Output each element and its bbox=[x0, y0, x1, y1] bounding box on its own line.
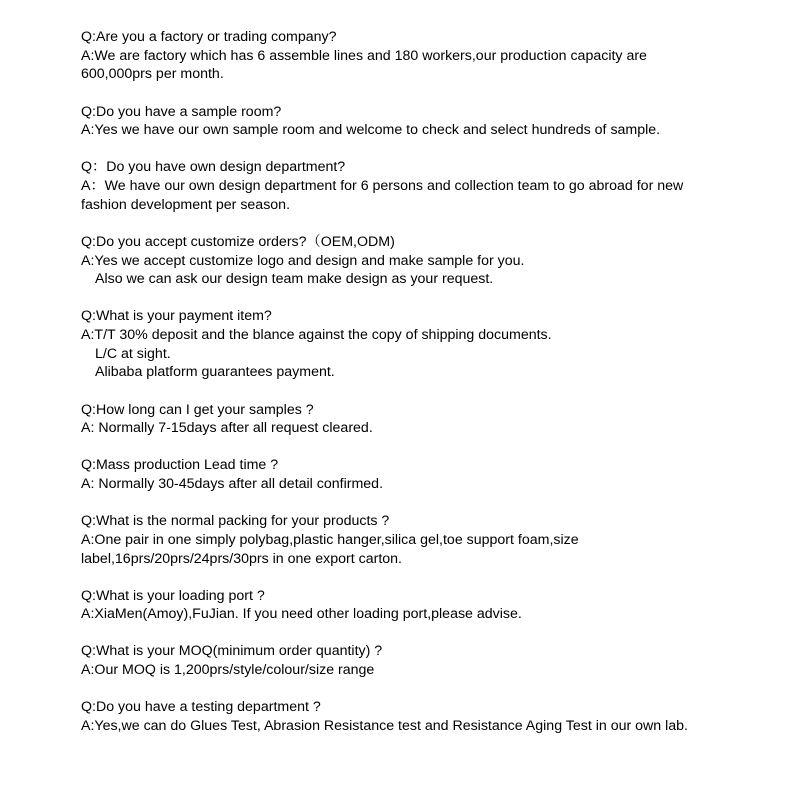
faq-item-lead-time bbox=[81, 456, 781, 493]
question-text: Q:How long can I get your samples ? bbox=[81, 401, 314, 418]
faq-item-packing bbox=[81, 512, 781, 568]
faq-item-testing bbox=[81, 698, 781, 735]
question-text: Q:Do you have a testing department ? bbox=[81, 699, 321, 716]
answer-text: A:One pair in one simply polybag,plastic hanger,silica gel,toe support foam,size bbox=[81, 531, 579, 548]
answer-text: A:Our MOQ is 1,200prs/style/colour/size range bbox=[81, 662, 375, 679]
question-text: Q:What is your loading port ? bbox=[81, 587, 265, 604]
faq-item-sample-time bbox=[81, 401, 781, 438]
answer-text: A: Normally 7-15days after all request cleared. bbox=[81, 420, 373, 437]
faq-list bbox=[81, 28, 781, 754]
answer-text: Alibaba platform guarantees payment. bbox=[95, 364, 335, 381]
faq-item-customize-orders bbox=[81, 233, 781, 289]
faq-item-factory bbox=[81, 28, 781, 84]
question-text: Q:What is your payment item? bbox=[81, 308, 272, 325]
answer-text: 600,000prs per month. bbox=[81, 66, 224, 83]
answer-text: A:Yes,we can do Glues Test, Abrasion Resistance test and Resistance Aging Test in our own lab. bbox=[81, 717, 689, 734]
question-text: Q:What is the normal packing for your products ? bbox=[81, 513, 390, 530]
answer-text: A:T/T 30% deposit and the blance against the copy of shipping documents. bbox=[81, 327, 552, 343]
question-text: Q:Mass production Lead time ? bbox=[81, 457, 279, 474]
answer-text: Also we can ask our design team make design as your request. bbox=[95, 271, 494, 288]
answer-text: A: Normally 30-45days after all detail confirmed. bbox=[81, 476, 384, 492]
answer-text: label,16prs/20prs/24prs/30prs in one export carton. bbox=[81, 550, 402, 567]
faq-item-sample-room bbox=[81, 103, 781, 140]
question-text: Q:Are you a factory or trading company? bbox=[81, 29, 337, 45]
question-text: Q:What is your MOQ(minimum order quantity) ? bbox=[81, 643, 383, 660]
answer-text: A:Yes we accept customize logo and design and make sample for you. bbox=[81, 252, 525, 269]
question-text: Q：Do you have own design department? bbox=[81, 159, 346, 176]
faq-item-design-department bbox=[81, 158, 781, 214]
faq-item-payment bbox=[81, 307, 781, 382]
answer-text: A:XiaMen(Amoy),FuJian. If you need other loading port,please advise. bbox=[81, 606, 522, 623]
answer-text: L/C at sight. bbox=[95, 345, 171, 362]
faq-item-moq bbox=[81, 642, 781, 679]
answer-text: A:Yes we have our own sample room and welcome to check and select hundreds of sample. bbox=[81, 122, 661, 139]
question-text: Q:Do you accept customize orders?（OEM,ODM) bbox=[81, 233, 395, 250]
question-text: Q:Do you have a sample room? bbox=[81, 103, 282, 120]
answer-text: A:We are factory which has 6 assemble lines and 180 workers,our production capacity are bbox=[81, 47, 647, 64]
faq-item-loading-port bbox=[81, 587, 781, 624]
answer-text: fashion development per season. bbox=[81, 196, 291, 213]
answer-text: A：We have our own design department for 6 persons and collection team to go abroad for new bbox=[81, 178, 684, 194]
